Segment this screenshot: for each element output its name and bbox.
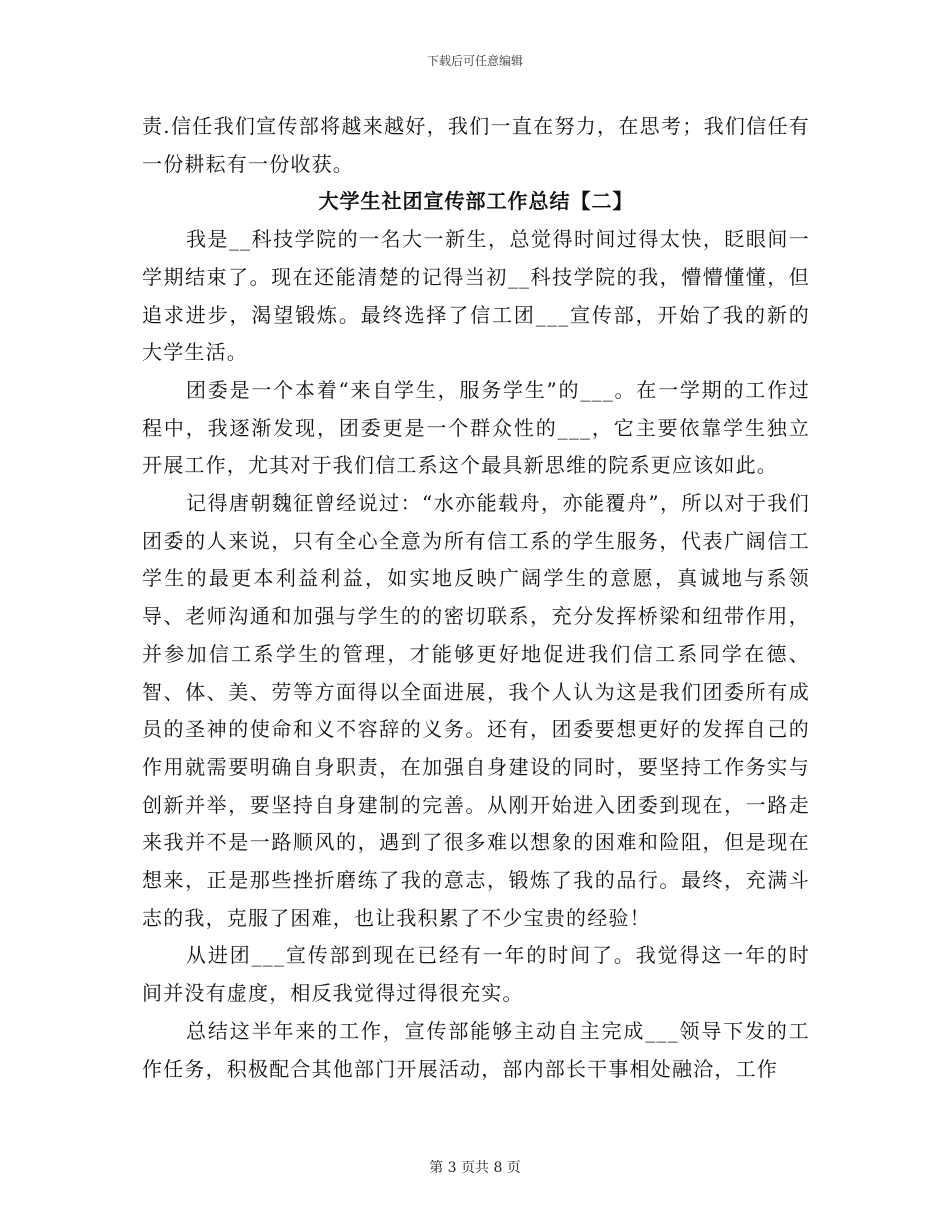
paragraph-league-committee: 团委是一个本着“来自学生，服务学生”的___。在一学期的工作过程中，我逐渐发现，团委更是一个群众性的___，它主要依靠学生独立开展工作，尤其对于我们信工系这个最具新思维的院系更应该如此。 bbox=[142, 377, 810, 478]
paragraph-one-year: 从进团___宣传部到现在已经有一年的时间了。我觉得这一年的时间并没有虚度，相反我觉得过得很充实。 bbox=[142, 943, 810, 1006]
page-number: 第 3 页共 8 页 bbox=[429, 1160, 521, 1176]
section-title: 大学生社团宣传部工作总结【二】 bbox=[318, 189, 634, 214]
document-body bbox=[142, 108, 810, 1088]
paragraph-intro: 我是__科技学院的一名大一新生，总觉得时间过得太快，眨眼间一学期结束了。现在还能清楚的记得当初__科技学院的我，懵懵懂懂，但追求进步，渴望锻炼。最终选择了信工团___宣传部，开始了我的新的大学生活。 bbox=[142, 227, 810, 365]
paragraph-summary: 总结这半年来的工作，宣传部能够主动自主完成___领导下发的工作任务，积极配合其他部门开展活动，部内部长干事相处融洽，工作 bbox=[142, 1018, 810, 1081]
paragraph-continuation: 责.信任我们宣传部将越来越好，我们一直在努力，在思考；我们信任有一份耕耘有一份收获。 bbox=[142, 114, 810, 176]
paragraph-wei-zheng-quote: 记得唐朝魏征曾经说过：“水亦能载舟，亦能覆舟”，所以对于我们团委的人来说，只有全心全意为所有信工系的学生服务，代表广阔信工学生的最更本利益利益，如实地反映广阔学生的意愿，真诚地与系领导、老师沟通和加强与学生的的密切联系，充分发挥桥梁和纽带作用，并参加信工系学生的管理，才能够更好地促进我们信工系同学在德、智、体、美、劳等方面得以全面进展，我个人认为这是我们团委所有成员的圣神的使命和义不容辞的义务。还有，团委要想更好的发挥自己的作用就需要明确自身职责，在加强自身建设的同时，要坚持工作务实与创新并举，要坚持自身建制的完善。从刚开始进入团委到现在，一路走来我并不是一路顺风的，遇到了很多难以想象的困难和险阻，但是现在想来，正是那些挫折磨练了我的意志，锻炼了我的品行。最终，充满斗志的我，克服了困难，也让我积累了不少宝贵的经验！ bbox=[142, 491, 810, 930]
page-header-note: 下载后可任意编辑 bbox=[426, 54, 523, 68]
